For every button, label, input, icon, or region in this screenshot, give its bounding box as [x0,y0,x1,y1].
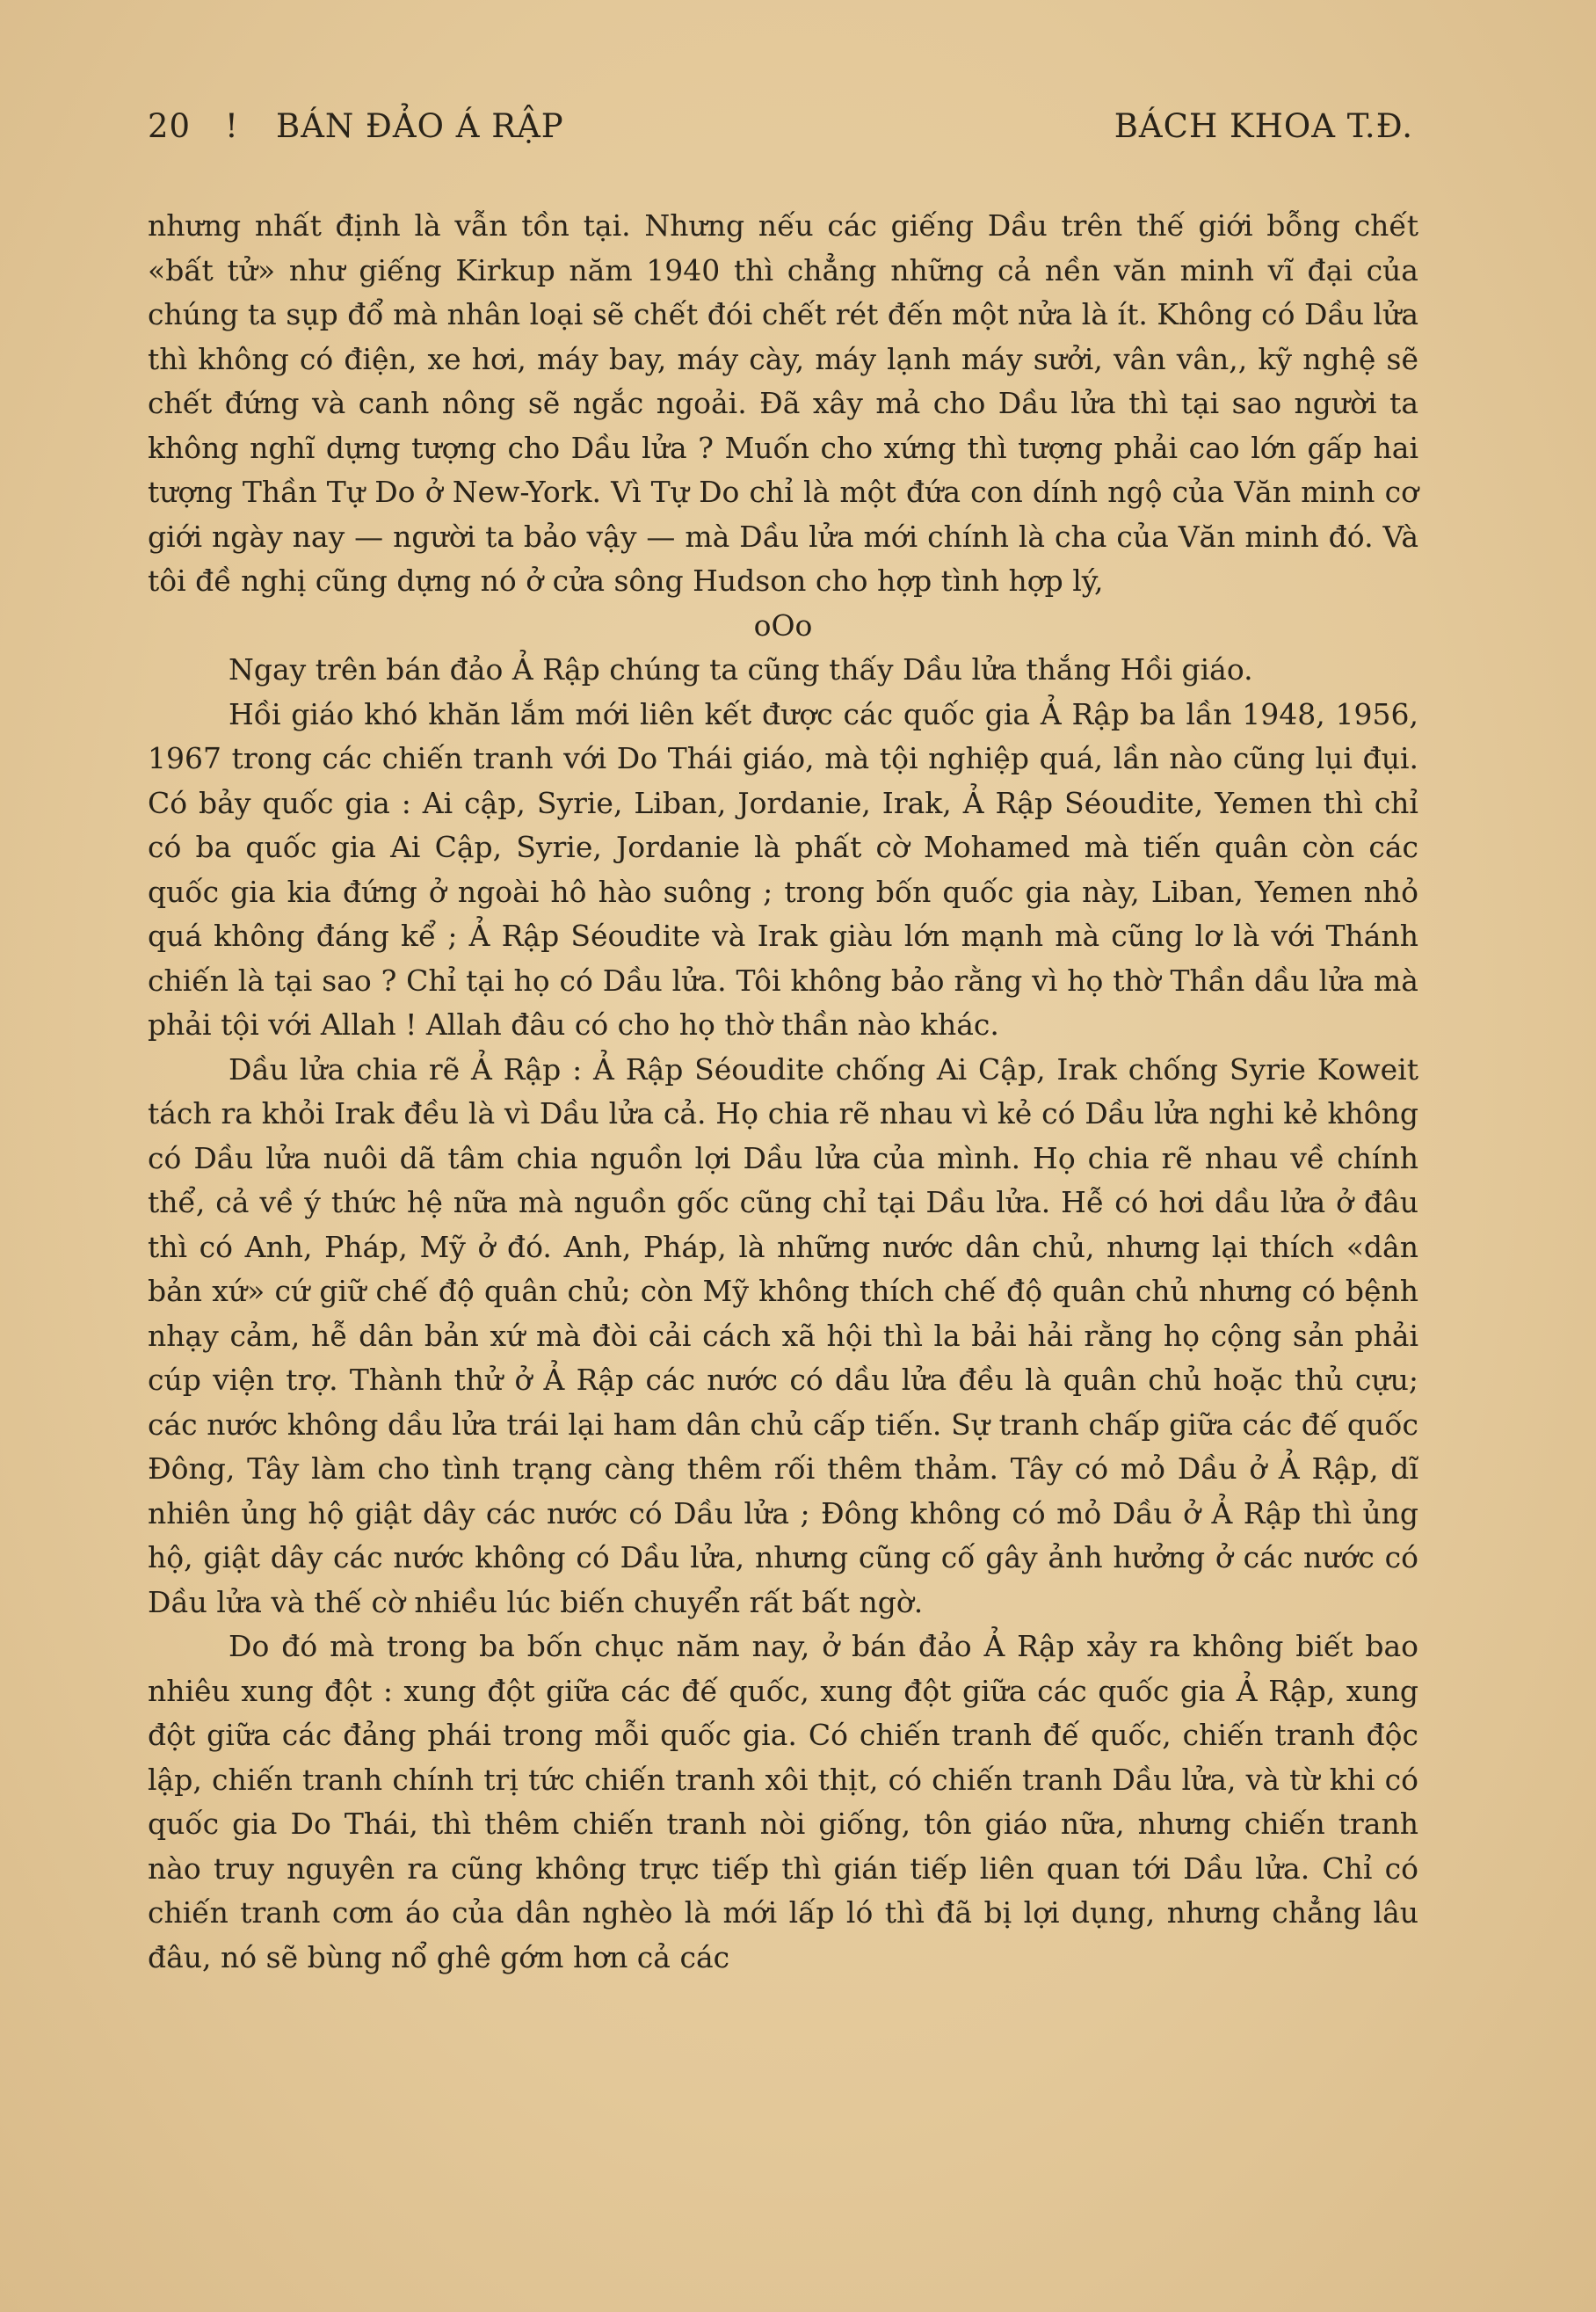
paragraph: Ngay trên bán đảo Ả Rập chúng ta cũng thấy Dầu lửa thắng Hồi giáo. [229,652,1253,687]
page-number: 20 [148,107,192,145]
paragraph: Hồi giáo khó khăn lắm mới liên kết được các quốc gia Ả Rập ba lần 1948, 1956, 1967 trong các chiến tranh với Do Thái giáo, mà tội nghiệp quá, lần nào cũng lụi đụi. Có bảy quốc gia : Ai cập, Syrie, Liban, Jordanie, Irak, Ả Rập Séoudite, Yemen thì chỉ có ba quốc gia Ai Cập, Syrie, Jordanie là phất cờ Mohamed mà tiến quân còn các quốc gia kia đứng ở ngoài hô hào suông ; trong bốn quốc gia này, Liban, Yemen nhỏ quá không đáng kể ; Ả Rập Séoudite và Irak giàu lớn mạnh mà cũng lơ là với Thánh chiến là tại sao ? Chỉ tại họ có Dầu lửa. Tôi không bảo rằng vì họ thờ Thần dầu lửa mà phải tội với Allah ! Allah đâu có cho họ thờ thần nào khác. [148,696,1418,1042]
paragraph: Dầu lửa chia rẽ Ả Rập : Ả Rập Séoudite chống Ai Cập, Irak chống Syrie Koweit tách ra khỏi Irak đều là vì Dầu lửa cả. Họ chia rẽ nhau vì kẻ có Dầu lửa nghi kẻ không có Dầu lửa nuôi dã tâm chia nguồn lợi Dầu lửa của mình. Họ chia rẽ nhau về chính thể, cả về ý thức hệ nữa mà nguồn gốc cũng chỉ tại Dầu lửa. Hễ có hơi dầu lửa ở đâu thì có Anh, Pháp, Mỹ ở đó. Anh, Pháp, là những nước dân chủ, nhưng lại thích «dân bản xứ» cứ giữ chế độ quân chủ; còn Mỹ không thích chế độ quân chủ nhưng có bệnh nhạy cảm, hễ dân bản xứ mà đòi cải cách xã hội thì la bải hải rằng họ cộng sản phải cúp viện trợ. Thành thử ở Ả Rập các nước có dầu lửa đều là quân chủ hoặc thủ cựu; các nước không dầu lửa trái lại ham dân chủ cấp tiến. Sự tranh chấp giữa các đế quốc Đông, Tây làm cho tình trạng càng thêm rối thêm thảm. Tây có mỏ Dầu ở Ả Rập, dĩ nhiên ủng hộ giật dây các nước có Dầu lửa ; Đông không có mỏ Dầu ở Ả Rập thì ủng hộ, giật dây các nước không có Dầu lửa, nhưng cũng cố gây ảnh hưởng ở các nước có Dầu lửa và thế cờ nhiều lúc biến chuyển rất bất ngờ. [148,1051,1418,1619]
running-header [148,107,1413,151]
publication-title: BÁCH KHOA T.Đ. [1114,107,1413,145]
paragraph: nhưng nhất định là vẫn tồn tại. Nhưng nếu các giếng Dầu trên thế giới bỗng chết «bất tử» như giếng Kirkup năm 1940 thì chẳng những cả nền văn minh vĩ đại của chúng ta sụp đổ mà nhân loại sẽ chết đói chết rét đến một nửa là ít. Không có Dầu lửa thì không có điện, xe hơi, máy bay, máy cày, máy lạnh máy sưởi, vân vân,, kỹ nghệ sẽ chết đứng và canh nông sẽ ngắc ngoải. Đã xây mả cho Dầu lửa thì tại sao người ta không nghĩ dựng tượng cho Dầu lửa ? Muốn cho xứng thì tượng phải cao lớn gấp hai tượng Thần Tự Do ở New-York. Vì Tự Do chỉ là một đứa con dính ngộ của Văn minh cơ giới ngày nay — người ta bảo vậy — mà Dầu lửa mới chính là cha của Văn minh đó. Và tôi đề nghị cũng dựng nó ở cửa sông Hudson cho hợp tình hợp lý, [148,208,1418,598]
body-text [148,204,1418,1980]
header-separator: ! [225,107,239,145]
paragraph: Do đó mà trong ba bốn chục năm nay, ở bán đảo Ả Rập xảy ra không biết bao nhiêu xung đột : xung đột giữa các đế quốc, xung đột giữa các quốc gia Ả Rập, xung đột giữa các đảng phái trong mỗi quốc gia. Có chiến tranh đế quốc, chiến tranh độc lập, chiến tranh chính trị tức chiến tranh xôi thịt, có chiến tranh Dầu lửa, và từ khi có quốc gia Do Thái, thì thêm chiến tranh nòi giống, tôn giáo nữa, nhưng chiến tranh nào truy nguyên ra cũng không trực tiếp thì gián tiếp liên quan tới Dầu lửa. Chỉ có chiến tranh cơm áo của dân nghèo là mới lấp ló thì đã bị lợi dụng, nhưng chẳng lâu đâu, nó sẽ bùng nổ ghê gớm hơn cả các [148,1629,1418,1974]
chapter-title: BÁN ĐẢO Á RẬP [276,107,564,145]
section-separator: oOo [753,607,813,643]
